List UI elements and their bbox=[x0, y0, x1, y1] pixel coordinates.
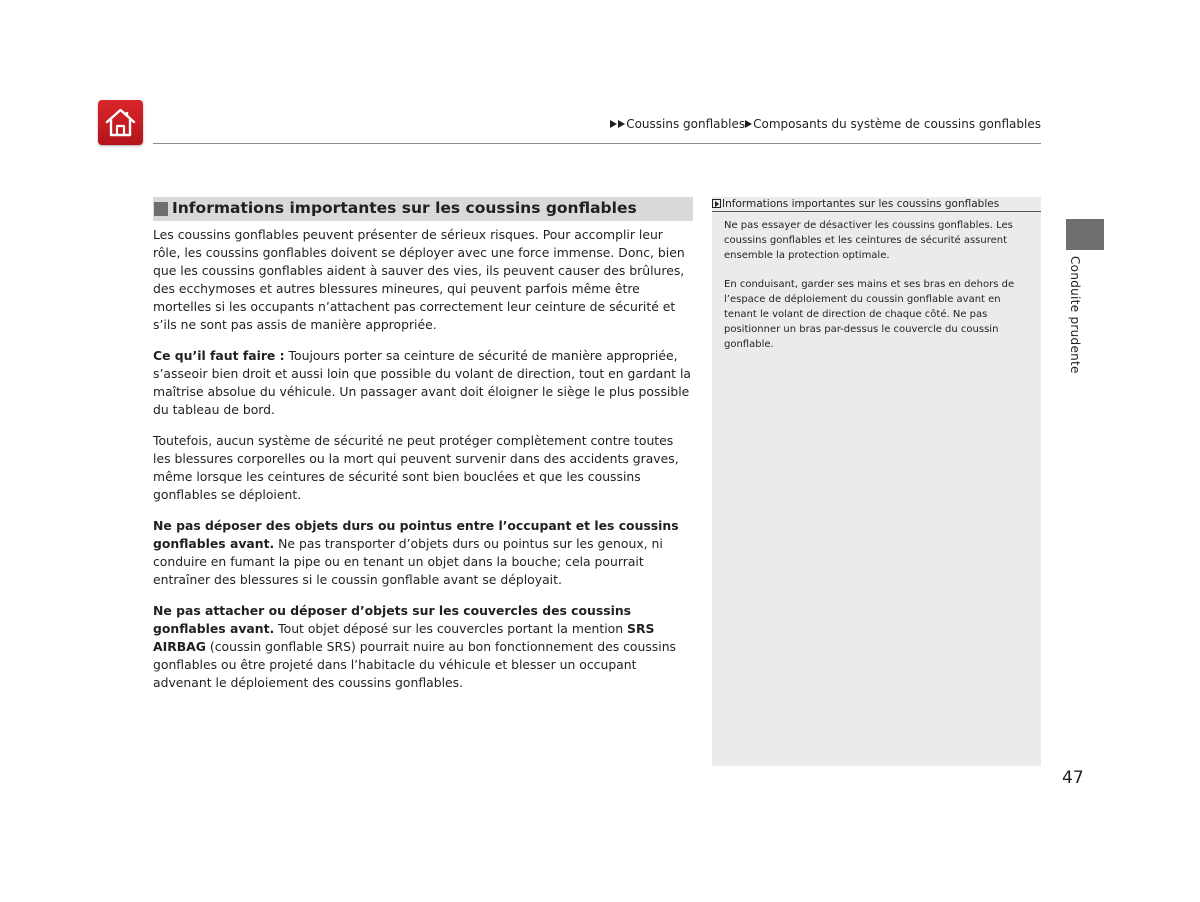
side-notes-title: Informations importantes sur les coussins gonflables bbox=[722, 198, 1000, 210]
arrow-right-icon bbox=[745, 120, 752, 128]
paragraph-intro: Les coussins gonflables peuvent présenter de sérieux risques. Pour accomplir leur rôle, les coussins gonflables doivent se déployer avec une force immense. Donc, bien que les coussins gonflables aident à sauver des vies, ils peuvent causer des brûlures, des ecchymoses et autres blessures mineures, qui peuvent parfois même être mortelles si les occupants n’attachent pas correctement leur ceinture de sécurité et s’ils ne sont pas assis de manière appropriée. bbox=[153, 227, 685, 332]
paragraph-lead: Ne pas déposer des objets durs ou pointus entre l’occupant et les coussins gonflables avant. bbox=[153, 518, 679, 551]
reference-arrow-icon bbox=[712, 199, 721, 208]
section-header bbox=[153, 197, 693, 221]
paragraph-text: (coussin gonflable SRS) pourrait nuire au bon fonctionnement des coussins gonflables ou être projeté dans l’habitacle du véhicule et blesser un occupant advenant le déploiement des coussins gonflables. bbox=[153, 639, 677, 690]
page-number: 47 bbox=[1062, 768, 1084, 788]
srs-airbag-label: SRS AIRBAG bbox=[153, 621, 655, 654]
home-button[interactable] bbox=[98, 100, 143, 145]
paragraph-what-to-do bbox=[153, 347, 693, 419]
arrow-right-icon bbox=[618, 120, 625, 128]
side-notes-body bbox=[724, 218, 1024, 366]
main-content bbox=[153, 226, 693, 705]
paragraph-text: Toujours porter sa ceinture de sécurité de manière appropriée, s’asseoir bien droit et aussi loin que possible du volant de direction, tout en gardant la maîtrise absolue du véhicule. Un passager avant doit éloigner le siège le plus possible du tableau de bord. bbox=[153, 348, 692, 417]
side-notes-panel bbox=[712, 197, 1041, 766]
breadcrumb bbox=[610, 117, 1041, 131]
paragraph-hard-objects bbox=[153, 517, 693, 589]
side-notes-header[interactable] bbox=[712, 197, 1041, 212]
paragraph-lead: Ce qu’il faut faire : bbox=[153, 348, 285, 363]
section-marker-icon bbox=[154, 202, 168, 216]
house-icon bbox=[103, 105, 138, 140]
side-note: Ne pas essayer de désactiver les coussins gonflables. Les coussins gonflables et les ceintures de sécurité assurent ensemble la protection optimale. bbox=[724, 220, 1013, 261]
paragraph-text: Ne pas transporter d’objets durs ou pointus sur les genoux, ni conduire en fumant la pipe ou en tenant un objet dans la bouche; cela pourrait entraîner des blessures si le coussin gonflable avant se déployait. bbox=[153, 536, 663, 587]
side-note: En conduisant, garder ses mains et ses bras en dehors de l’espace de déploiement du coussin gonflable avant en tenant le volant de direction de chaque côté. Ne pas positionner un bras par-dessus le couvercle du coussin gonflable. bbox=[724, 279, 1015, 350]
header-divider bbox=[153, 143, 1041, 144]
paragraph-limits: Toutefois, aucun système de sécurité ne peut protéger complètement contre toutes les blessures corporelles ou la mort qui peuvent survenir dans des accidents graves, même lorsque les ceintures de sécurité sont bien bouclées et que les coussins gonflables se déploient. bbox=[153, 433, 679, 502]
paragraph-lead: Ne pas attacher ou déposer d’objets sur les couvercles des coussins gonflables avant. bbox=[153, 603, 632, 636]
chapter-tab-label[interactable]: Conduite prudente bbox=[1068, 256, 1082, 374]
section-title: Informations importantes sur les coussins gonflables bbox=[172, 199, 637, 217]
paragraph-covers bbox=[153, 602, 693, 692]
breadcrumb-item-composants[interactable]: Composants du système de coussins gonflables bbox=[753, 117, 1041, 131]
arrow-right-icon bbox=[610, 120, 617, 128]
breadcrumb-item-coussins[interactable]: Coussins gonflables bbox=[626, 117, 746, 131]
paragraph-text: Tout objet déposé sur les couvercles portant la mention bbox=[274, 621, 628, 636]
chapter-tab[interactable] bbox=[1066, 219, 1104, 250]
